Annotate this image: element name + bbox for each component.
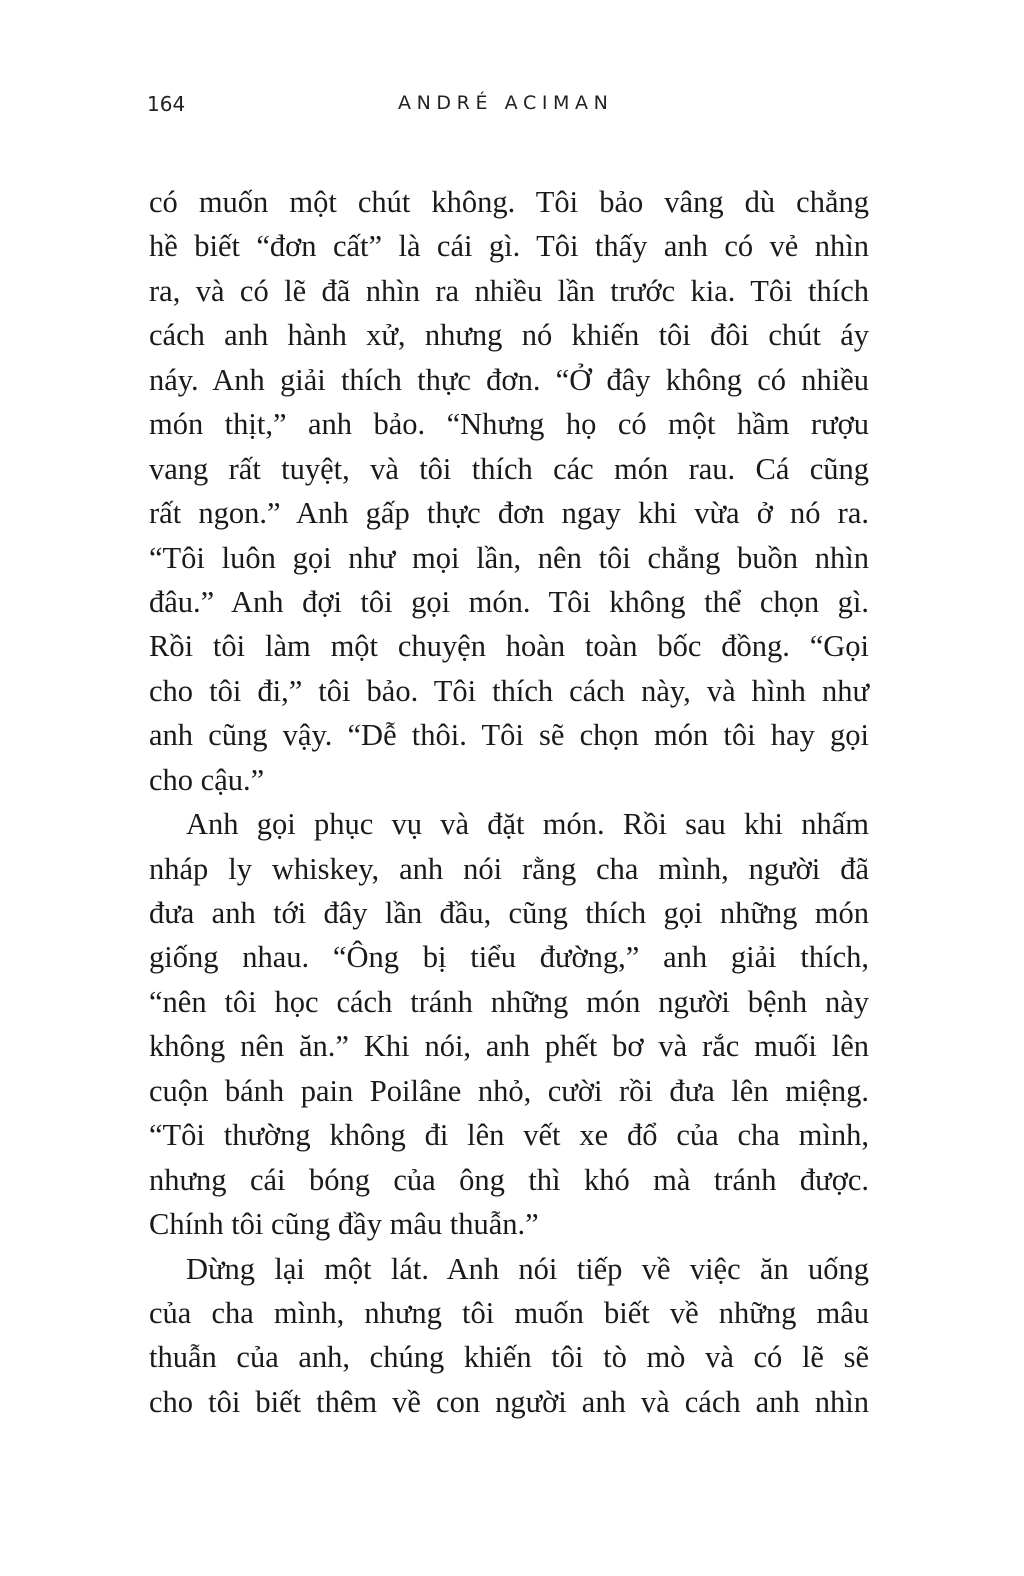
text-line: cho tôi đi,” tôi bảo. Tôi thích cách này, và hình như xyxy=(149,673,869,708)
text-line: cho cậu.” xyxy=(149,762,265,797)
text-line: cho tôi biết thêm về con người anh và cách anh nhìn xyxy=(149,1384,869,1419)
text-line: Anh gọi phục vụ và đặt món. Rồi sau khi nhấm xyxy=(186,807,869,842)
paragraph xyxy=(149,802,869,1246)
text-line: thuẫn của anh, chúng khiến tôi tò mò và có lẽ sẽ xyxy=(149,1340,869,1375)
text-line: nháp ly whiskey, anh nói rằng cha mình, người đã xyxy=(149,851,869,886)
text-line: “nên tôi học cách tránh những món người bệnh này xyxy=(149,984,869,1019)
text-line: Dừng lại một lát. Anh nói tiếp về việc ăn uống xyxy=(186,1251,869,1286)
text-line: của cha mình, nhưng tôi muốn biết về những mâu xyxy=(149,1295,869,1330)
text-line: anh cũng vậy. “Dễ thôi. Tôi sẽ chọn món tôi hay gọi xyxy=(149,718,869,753)
text-line: Rồi tôi làm một chuyện hoàn toàn bốc đồng. “Gọi xyxy=(149,629,869,664)
running-head: ANDRÉ ACIMAN xyxy=(398,92,614,114)
text-line: vang rất tuyệt, và tôi thích các món rau. Cá cũng xyxy=(149,451,869,486)
text-line: không nên ăn.” Khi nói, anh phết bơ và rắc muối lên xyxy=(149,1029,869,1064)
text-line: đưa anh tới đây lần đầu, cũng thích gọi những món xyxy=(149,896,869,930)
text-line: “Tôi luôn gọi như mọi lần, nên tôi chẳng buồn nhìn xyxy=(149,540,869,575)
text-line: đâu.” Anh đợi tôi gọi món. Tôi không thể chọn gì. xyxy=(149,584,869,619)
text-line: cuộn bánh pain Poilâne nhỏ, cười rồi đưa lên miệng. xyxy=(149,1073,869,1108)
text-line: Chính tôi cũng đầy mâu thuẫn.” xyxy=(149,1207,539,1242)
body-text xyxy=(149,180,869,1424)
text-line: ra, và có lẽ đã nhìn ra nhiều lần trước kia. Tôi thích xyxy=(149,273,869,308)
text-line: nhưng cái bóng của ông thì khó mà tránh được. xyxy=(149,1162,869,1197)
text-line: rất ngon.” Anh gấp thực đơn ngay khi vừa ở nó ra. xyxy=(149,496,869,531)
paragraph xyxy=(149,180,869,802)
text-line: náy. Anh giải thích thực đơn. “Ở đây không có nhiều xyxy=(149,362,869,397)
text-line: giống nhau. “Ông bị tiểu đường,” anh giải thích, xyxy=(149,940,869,975)
paragraph xyxy=(149,1247,869,1425)
text-line: cách anh hành xử, nhưng nó khiến tôi đôi chút áy xyxy=(149,318,869,353)
text-line: hề biết “đơn cất” là cái gì. Tôi thấy anh có vẻ nhìn xyxy=(149,229,869,264)
text-line: “Tôi thường không đi lên vết xe đổ của cha mình, xyxy=(149,1118,869,1153)
page-number: 164 xyxy=(147,92,186,116)
text-line: có muốn một chút không. Tôi bảo vâng dù chẳng xyxy=(149,185,869,219)
text-line: món thịt,” anh bảo. “Nhưng họ có một hầm rượu xyxy=(149,407,869,442)
